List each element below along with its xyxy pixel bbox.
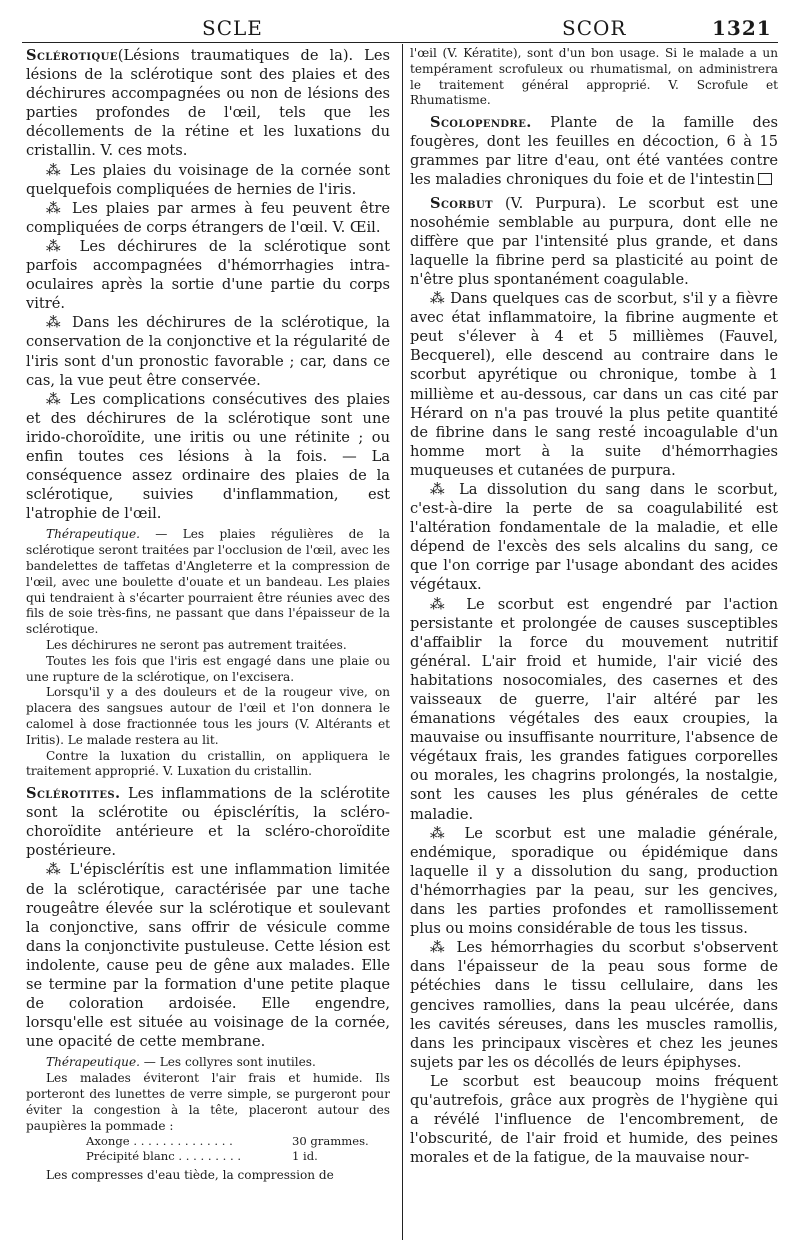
small-paragraph: Les malades éviteront l'air frais et humide. Ils porteront des lunettes de verre simple, se purgeront pour éviter la congestion à la tête, placeront autour des paupières la pommade : bbox=[26, 1071, 390, 1133]
paragraph: ⁂ Les hémorrhagies du scorbut s'observent dans l'épaisseur de la peau sous forme de pétéchies dans le tissu cellulaire, dans les gencives ramollies, dans la peau ulcérée, dans les cavités séreuses, dans les muscles ramollis, dans les principaux viscères et chez les jeunes sujets par les os décollés de leurs épiphyses. bbox=[410, 939, 778, 1071]
therapeutics-paragraph bbox=[26, 1055, 390, 1071]
column-divider bbox=[402, 44, 403, 1240]
paragraph: ⁂ Les complications consécutives des plaies et des déchirures de la sclérotique sont une irido-choroïdite, une iritis ou une rétinite ; ou enfin toutes ces lésions à la fois. — La conséquence assez ordinaire des plaies de la sclérotique, suivies d'inflammation, est l'atrophie de l'œil. bbox=[26, 390, 390, 523]
square-symbol-icon bbox=[758, 173, 772, 185]
right-column bbox=[410, 46, 778, 1242]
therapeutics-label: Thérapeutique. bbox=[46, 527, 140, 542]
paragraph: Le scorbut est beaucoup moins fréquent qu'autrefois, grâce aux progrès de l'hygiène qui a révélé l'influence de l'encombrement, de l'obscurité, de l'air froid et humide, des peines morales et de la fatigue, de la mauvaise nour- bbox=[410, 1072, 778, 1167]
paragraph: ⁂ Le scorbut est une maladie générale, endémique, sporadique ou épidémique dans laquelle il y a dissolution du sang, production d'hémorrhagies par la peau, sur les gencives, dans les parties profondes et ramollissement plus ou moins considérable de tous les tissus. bbox=[410, 824, 778, 938]
entry-text: (Lésions traumatiques de la). Les lésions de la sclérotique sont des plaies et des déchirures accompagnées ou non de lésions des parties profondes de l'œil, tels que les décollements de la rétine et les luxations du cristallin. V. ces mots. bbox=[26, 47, 390, 160]
ingredient-quantity: 30 grammes. bbox=[291, 1134, 369, 1149]
paragraph: ⁂ La dissolution du sang dans le scorbut, c'est-à-dire la perte de sa coagulabilité est l'altération fondamentale de la maladie, et elle dépend de l'excès des sels alcalins du sang, ce que l'on corrige par l'usage abondant des acides végétaux. bbox=[410, 480, 778, 594]
ingredient-name: Axonge . . . . . . . . . . . . . . bbox=[86, 1134, 233, 1149]
entry-head-sclerotites: Sclérotites. bbox=[26, 785, 121, 803]
running-head-left: SCLE bbox=[202, 16, 263, 40]
small-paragraph: Toutes les fois que l'iris est engagé dans une plaie ou une rupture de la sclérotique, on l'excisera. bbox=[26, 653, 390, 684]
entry-text: (V. Purpura). Le scorbut est une nosohémie semblable au purpura, dont elle ne diffère que par l'intensité plus grande, et dans laquelle la fibrine perd sa plasticité au point de n'être plus spontanément coagulable. bbox=[410, 194, 778, 288]
prescription-line bbox=[26, 1134, 390, 1149]
therapeutics-label: Thérapeutique. bbox=[46, 1055, 140, 1070]
left-column bbox=[26, 46, 390, 1242]
paragraph: ⁂ Le scorbut est engendré par l'action persistante et prolongée de causes susceptibles d'affaiblir la force du mouvement nutritif général. L'air froid et humide, l'air vicié des habitations nosocomiales, des casernes et des vaisseaux de guerre, l'air altéré par les émanations végétales des eaux croupies, la mauvaise ou insuffisante nourriture, l'absence de végétaux frais, les grandes fatigues corporelles ou morales, les chagrins prolongés, la nostalgie, sont les causes les plus générales de cette maladie. bbox=[410, 595, 778, 823]
entry-scolopendre bbox=[410, 113, 778, 189]
entry-sclerotites bbox=[26, 784, 390, 860]
entry-scorbut bbox=[410, 194, 778, 289]
continued-paragraph: l'œil (V. Kératite), sont d'un bon usage. Si le malade a un tempérament scrofuleux ou rhumatismal, on administrera le traitement général approprié. V. Scrofule et Rhumatisme. bbox=[410, 46, 778, 108]
paragraph: ⁂ L'épisclérítis est une inflammation limitée de la sclérotique, caractérisée par une tache rougeâtre élevée sur la sclérotique et soulevant la conjonctive, sans offrir de vésicule comme dans la conjonctivite pustuleuse. Cette lésion est indolente, cause peu de gêne aux malades. Elle se termine par la formation d'une petite plaque de coloration ardoisée. Elle engendre, lorsqu'elle est située au voisinage de la cornée, une opacité de cette membrane. bbox=[26, 861, 390, 1051]
small-paragraph: Les compresses d'eau tiède, la compression de bbox=[46, 1168, 334, 1183]
small-paragraph: Lorsqu'il y a des douleurs et de la rougeur vive, on placera des sangsues autour de l'œil et l'on donnera le calomel à dose fractionnée tous les jours (V. Altérants et Iritis). Le malade restera au lit. bbox=[26, 685, 390, 747]
therapeutics-text: — Les plaies régulières de la sclérotique seront traitées par l'occlusion de l'œil, avec les bandelettes de taffetas d'Angleterre et la compression de l'œil, avec une boulette d'ouate et un bandeau. Les plaies qui tendraient à s'écarter pourraient être réunies avec des fils de soie très-fins, ne passant que dans l'épaisseur de la sclérotique. bbox=[26, 527, 390, 637]
header-rule bbox=[22, 42, 778, 43]
prescription-line bbox=[26, 1149, 390, 1164]
paragraph: ⁂ Les plaies du voisinage de la cornée sont quelquefois compliquées de hernies de l'iris. bbox=[26, 161, 390, 198]
entry-sclerotique bbox=[26, 46, 390, 161]
entry-head-scorbut: Scorbut bbox=[430, 194, 493, 212]
small-paragraph: Les déchirures ne seront pas autrement traitées. bbox=[46, 637, 347, 652]
page-number: 1321 bbox=[712, 16, 772, 40]
therapeutics-paragraph bbox=[26, 527, 390, 638]
paragraph: ⁂ Les plaies par armes à feu peuvent être compliquées de corps étrangers de l'œil. V. Œil. bbox=[26, 199, 390, 236]
paragraph: ⁂ Les déchirures de la sclérotique sont parfois accompagnées d'hémorrhagies intra-oculaires après la sortie d'une partie du corps vitré. bbox=[26, 237, 390, 313]
entry-text: Les inflammations de la sclérotite sont la sclérotite ou épisclérítis, la scléro-choroïdite antérieure et la scléro-choroïdite postérieure. bbox=[26, 785, 390, 860]
small-paragraph: Contre la luxation du cristallin, on appliquera le traitement approprié. V. Luxation du cristallin. bbox=[26, 748, 390, 779]
entry-text: Plante de la famille des fougères, dont les feuilles en décoction, 6 à 15 grammes par litre d'eau, ont été vantées contre les maladies chroniques du foie et de l'intestin bbox=[410, 114, 778, 189]
entry-head-scolopendre: Scolopendre. bbox=[430, 114, 532, 132]
ingredient-quantity: 1 id. bbox=[291, 1149, 318, 1164]
running-head-right: SCOR bbox=[562, 16, 627, 40]
ingredient-name: Précipité blanc . . . . . . . . . bbox=[86, 1149, 242, 1164]
paragraph: ⁂ Dans les déchirures de la sclérotique, la conservation de la conjonctive et la régularité de l'iris sont d'un pronostic favorable ; car, dans ce cas, la vue peut être conservée. bbox=[26, 314, 390, 389]
entry-head-sclerotique: Sclérotique bbox=[26, 47, 118, 64]
paragraph: ⁂ Dans quelques cas de scorbut, s'il y a fièvre avec état inflammatoire, la fibrine augmente et peut s'élever à 4 et 5 millièmes (Fauvel, Becquerel), elle descend au contraire dans le scorbut apyrétique ou chronique, tombe à 1 millième et au-dessous, car dans un cas cité par Hérard on n'a pas trouvé la plus petite quantité de fibrine dans le sang resté incoagulable d'un homme mort à la suite d'hémorrhagies muqueuses et cutanées de purpura. bbox=[410, 290, 778, 479]
therapeutics-text: — Les collyres sont inutiles. bbox=[139, 1055, 316, 1070]
